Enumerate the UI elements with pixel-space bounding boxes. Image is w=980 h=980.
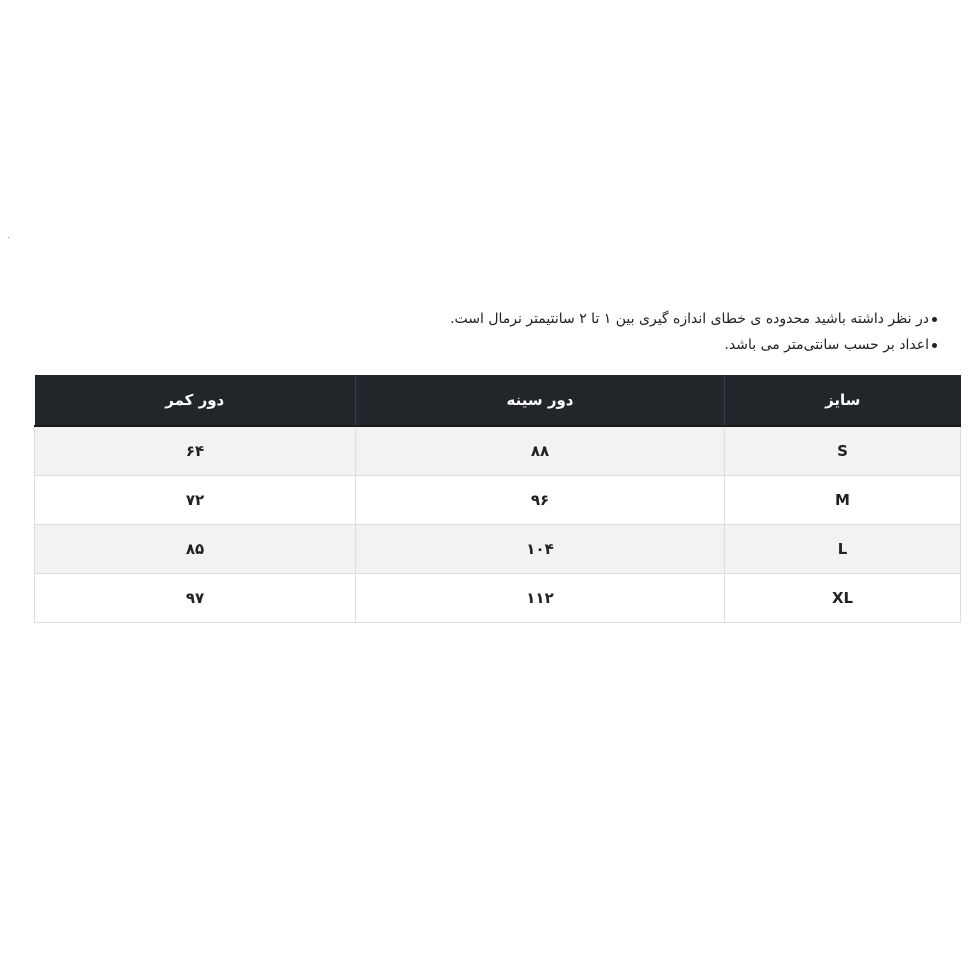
table-row	[35, 525, 961, 574]
notes-list	[35, 306, 961, 358]
table-header-row	[35, 375, 961, 426]
cell-waist: ۹۷	[35, 574, 356, 623]
note-text: اعداد بر حسب سانتی‌متر می باشد.	[724, 337, 929, 353]
note-item	[35, 306, 961, 332]
header-waist: دور کمر	[35, 375, 356, 426]
header-chest: دور سینه	[356, 375, 725, 426]
decorative-speck	[8, 237, 9, 238]
bullet-icon	[932, 343, 937, 348]
cell-chest: ۹۶	[356, 476, 725, 525]
cell-waist: ۸۵	[35, 525, 356, 574]
table-row	[35, 476, 961, 525]
cell-waist: ۷۲	[35, 476, 356, 525]
bullet-icon	[932, 317, 937, 322]
cell-chest: ۱۱۲	[356, 574, 725, 623]
note-text: در نظر داشته باشید محدوده ی خطای اندازه گیری بین ۱ تا ۲ سانتیمتر نرمال است.	[450, 311, 929, 327]
table-row	[35, 426, 961, 476]
size-table	[34, 375, 961, 623]
cell-waist: ۶۴	[35, 426, 356, 476]
size-guide	[35, 306, 961, 623]
header-size: سایز	[725, 375, 961, 426]
note-item	[35, 332, 961, 358]
cell-size: XL	[725, 574, 961, 623]
cell-size: S	[725, 426, 961, 476]
cell-chest: ۱۰۴	[356, 525, 725, 574]
cell-size: L	[725, 525, 961, 574]
table-row	[35, 574, 961, 623]
cell-chest: ۸۸	[356, 426, 725, 476]
cell-size: M	[725, 476, 961, 525]
